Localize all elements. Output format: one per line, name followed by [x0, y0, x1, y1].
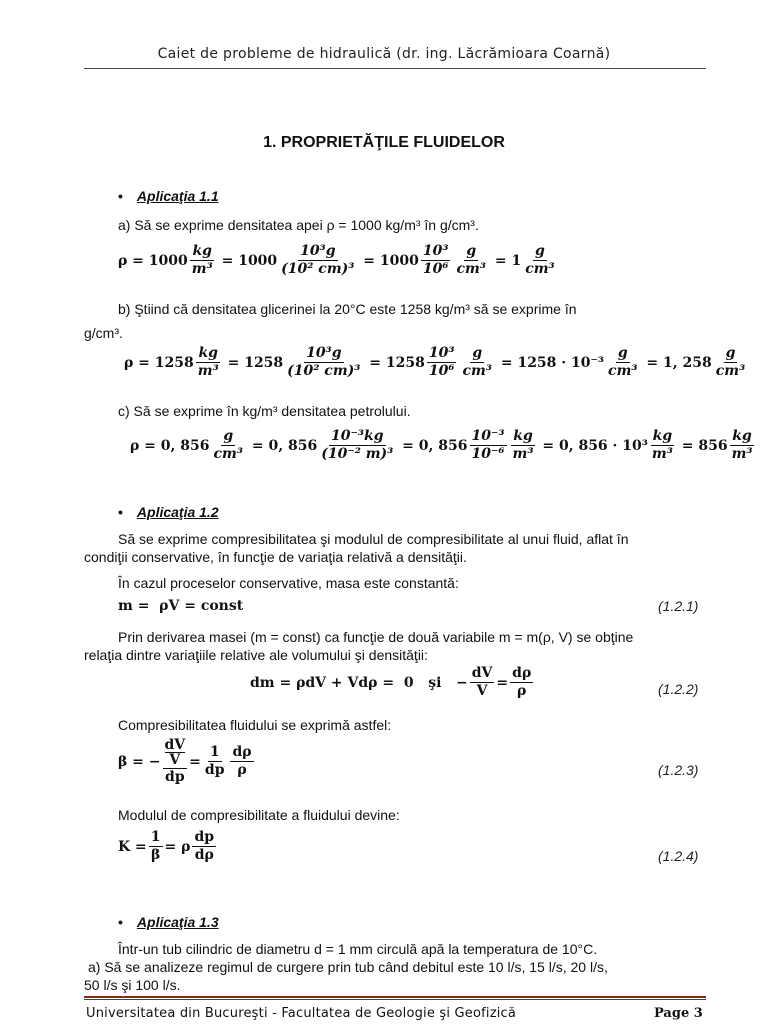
- equation-number: (1.2.2): [658, 681, 699, 697]
- paragraph-1-1-b-cont: g/cm³.: [84, 325, 123, 341]
- paragraph-1-3-a-cont: 50 l/s şi 100 l/s.: [84, 977, 181, 993]
- equation-density-glycerin: ρ = 1258 $\frac{kg}{\text{m³}}$ = 1258 $\frac{\text{10³g}}{\text{(10² cm)³}}$ = 1258 $\frac{\text{10³}}{\text{10⁶}}$ $\frac{g}{\text{cm³}}$ = 1258 · 10⁻³ $\frac{g}{\text{cm³}}$ = 1, 258 $\frac{g}{\text{cm³}}$: [124, 345, 746, 379]
- section-label: Aplicaţia 1.3: [136, 914, 219, 930]
- paragraph-1-2-intro: Să se exprime compresibilitatea şi modulul de compresibilitate al unui fluid, aflat în: [118, 531, 629, 547]
- paragraph-1-2-modulus: Modulul de compresibilitate a fluidului devine:: [118, 807, 400, 823]
- footer-institution: Universitatea din Bucureşti - Facultatea de Geologie şi Geofizică: [86, 1006, 517, 1021]
- paragraph-1-3-a: a) Să se analizeze regimul de curgere prin tub când debitul este 10 l/s, 15 l/s, 20 l/s,: [88, 959, 608, 975]
- paragraph-1-2-conservative: În cazul proceselor conservative, masa este constantă:: [118, 575, 459, 591]
- paragraph-1-3-intro: Într-un tub cilindric de diametru d = 1 mm circulă apă la temperatura de 10°C.: [118, 941, 598, 957]
- paragraph-1-2-intro-cont: condiţii conservative, în funcţie de variaţia relativă a densităţii.: [84, 549, 467, 565]
- paragraph-1-1-c: c) Să se exprime în kg/m³ densitatea petrolului.: [118, 403, 411, 419]
- equation-bulk-modulus: K = $\frac{1}{\beta}$ = ρ $\frac{dp}{d\rho}$: [118, 829, 215, 863]
- equation-mass-const: m = ρV = const: [118, 598, 244, 614]
- running-header: Caiet de probleme de hidraulică (dr. ing. Lăcrămioara Coarnă): [157, 46, 611, 62]
- equation-compressibility: β = − dV V dp = $\frac{1}{dp}$ $\frac{d\rho}{\rho}$: [118, 737, 252, 785]
- footer-rule-thin: [84, 999, 706, 1000]
- section-label: Aplicaţia 1.1: [136, 188, 219, 204]
- section-heading-1-1: • Aplicaţia 1.1: [118, 188, 219, 204]
- paragraph-1-1-b: b) Ştiind că densitatea glicerinei la 20°C este 1258 kg/m³ să se exprime în: [118, 301, 577, 317]
- paragraph-1-1-a: a) Să se exprime densitatea apei ρ = 1000 kg/m³ în g/cm³.: [118, 217, 479, 233]
- equation-number: (1.2.4): [658, 848, 699, 864]
- header-rule: [84, 68, 706, 69]
- equation-number: (1.2.3): [658, 762, 699, 778]
- section-label: Aplicaţia 1.2: [136, 504, 219, 520]
- equation-number: (1.2.1): [658, 598, 699, 614]
- section-heading-1-2: • Aplicaţia 1.2: [118, 504, 219, 520]
- section-heading-1-3: • Aplicaţia 1.3: [118, 914, 219, 930]
- paragraph-1-2-compressibility: Compresibilitatea fluidului se exprimă astfel:: [118, 717, 392, 733]
- page-number: Page 3: [654, 1006, 703, 1021]
- paragraph-1-2-derivation: Prin derivarea masei (m = const) ca funcţie de două variabile m = m(ρ, V) se obţine: [118, 629, 634, 645]
- footer-rule: [84, 996, 706, 998]
- chapter-title: 1. PROPRIETĂŢILE FLUIDELOR: [263, 134, 505, 151]
- equation-density-water: ρ = 1000 $\frac{kg}{\text{m³}}$ = 1000 $\frac{\text{10³g}}{\text{(10² cm)³}}$ = 1000 $\frac{\text{10³}}{\text{10⁶}}$ $\frac{g}{\text{cm³}}$ = 1 $\frac{g}{\text{cm³}}$: [118, 243, 555, 277]
- paragraph-1-2-derivation-cont: relaţia dintre variaţiile relative ale volumului şi densităţii:: [84, 647, 428, 663]
- equation-density-petroleum: ρ = 0, 856 $\frac{g}{\text{cm³}}$ = 0, 856 $\frac{\text{10⁻³kg}}{\text{(10⁻² m)³}}$ = 0, 856 $\frac{\text{10⁻³}}{\text{10⁻⁶}}$ $\frac{kg}{\text{m³}}$ = 0, 856 · 10³ $\frac{kg}{\text{m³}}$ = 856 $\frac{kg}{\text{m³}}$: [130, 428, 753, 462]
- equation-mass-differential: dm = ρdV + Vdρ = 0 şi − $\frac{dV}{V}$ = $\frac{d\rho}{\rho}$: [250, 665, 532, 699]
